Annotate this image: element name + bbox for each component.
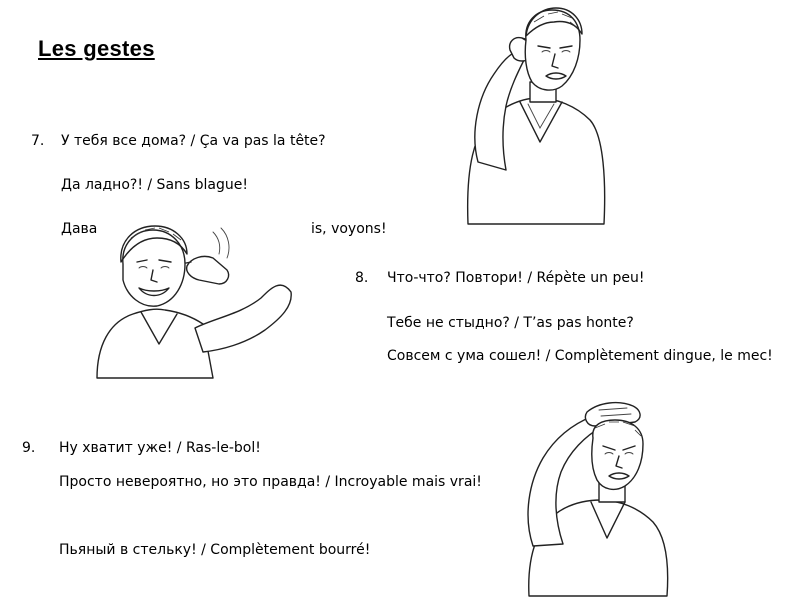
item-7-line-2: Да ладно?! / Sans blague! xyxy=(61,177,248,193)
item-8-line-2: Тебе не стыдно? / T’as pas honte? xyxy=(387,315,634,331)
man-tapping-temple-icon xyxy=(458,2,608,227)
item-9-number: 9. xyxy=(22,440,36,456)
item-8-line-1: Что-что? Повтори! / Répète un peu! xyxy=(387,270,645,286)
item-9-line-3: Пьяный в стельку! / Complètement bourré! xyxy=(59,542,371,558)
man-hand-on-head-icon xyxy=(515,396,675,598)
item-7-line-1: У тебя все дома? / Ça va pas la tête? xyxy=(61,133,326,149)
item-7-number: 7. xyxy=(31,133,45,149)
item-9-line-1: Ну хватит уже! / Ras-le-bol! xyxy=(59,440,261,456)
slide-title: Les gestes xyxy=(38,36,155,61)
item-8-number: 8. xyxy=(355,270,369,286)
item-9-line-2: Просто невероятно, но это правда! / Incroyable mais vrai! xyxy=(59,474,482,490)
item-7-line-3-start: Дава xyxy=(61,221,98,237)
item-8-line-3: Совсем с ума сошел! / Complètement dingue, le mec! xyxy=(387,348,773,364)
smiling-man-pointing-eye-icon xyxy=(95,218,295,383)
item-7-line-3-end: is, voyons! xyxy=(311,221,387,237)
